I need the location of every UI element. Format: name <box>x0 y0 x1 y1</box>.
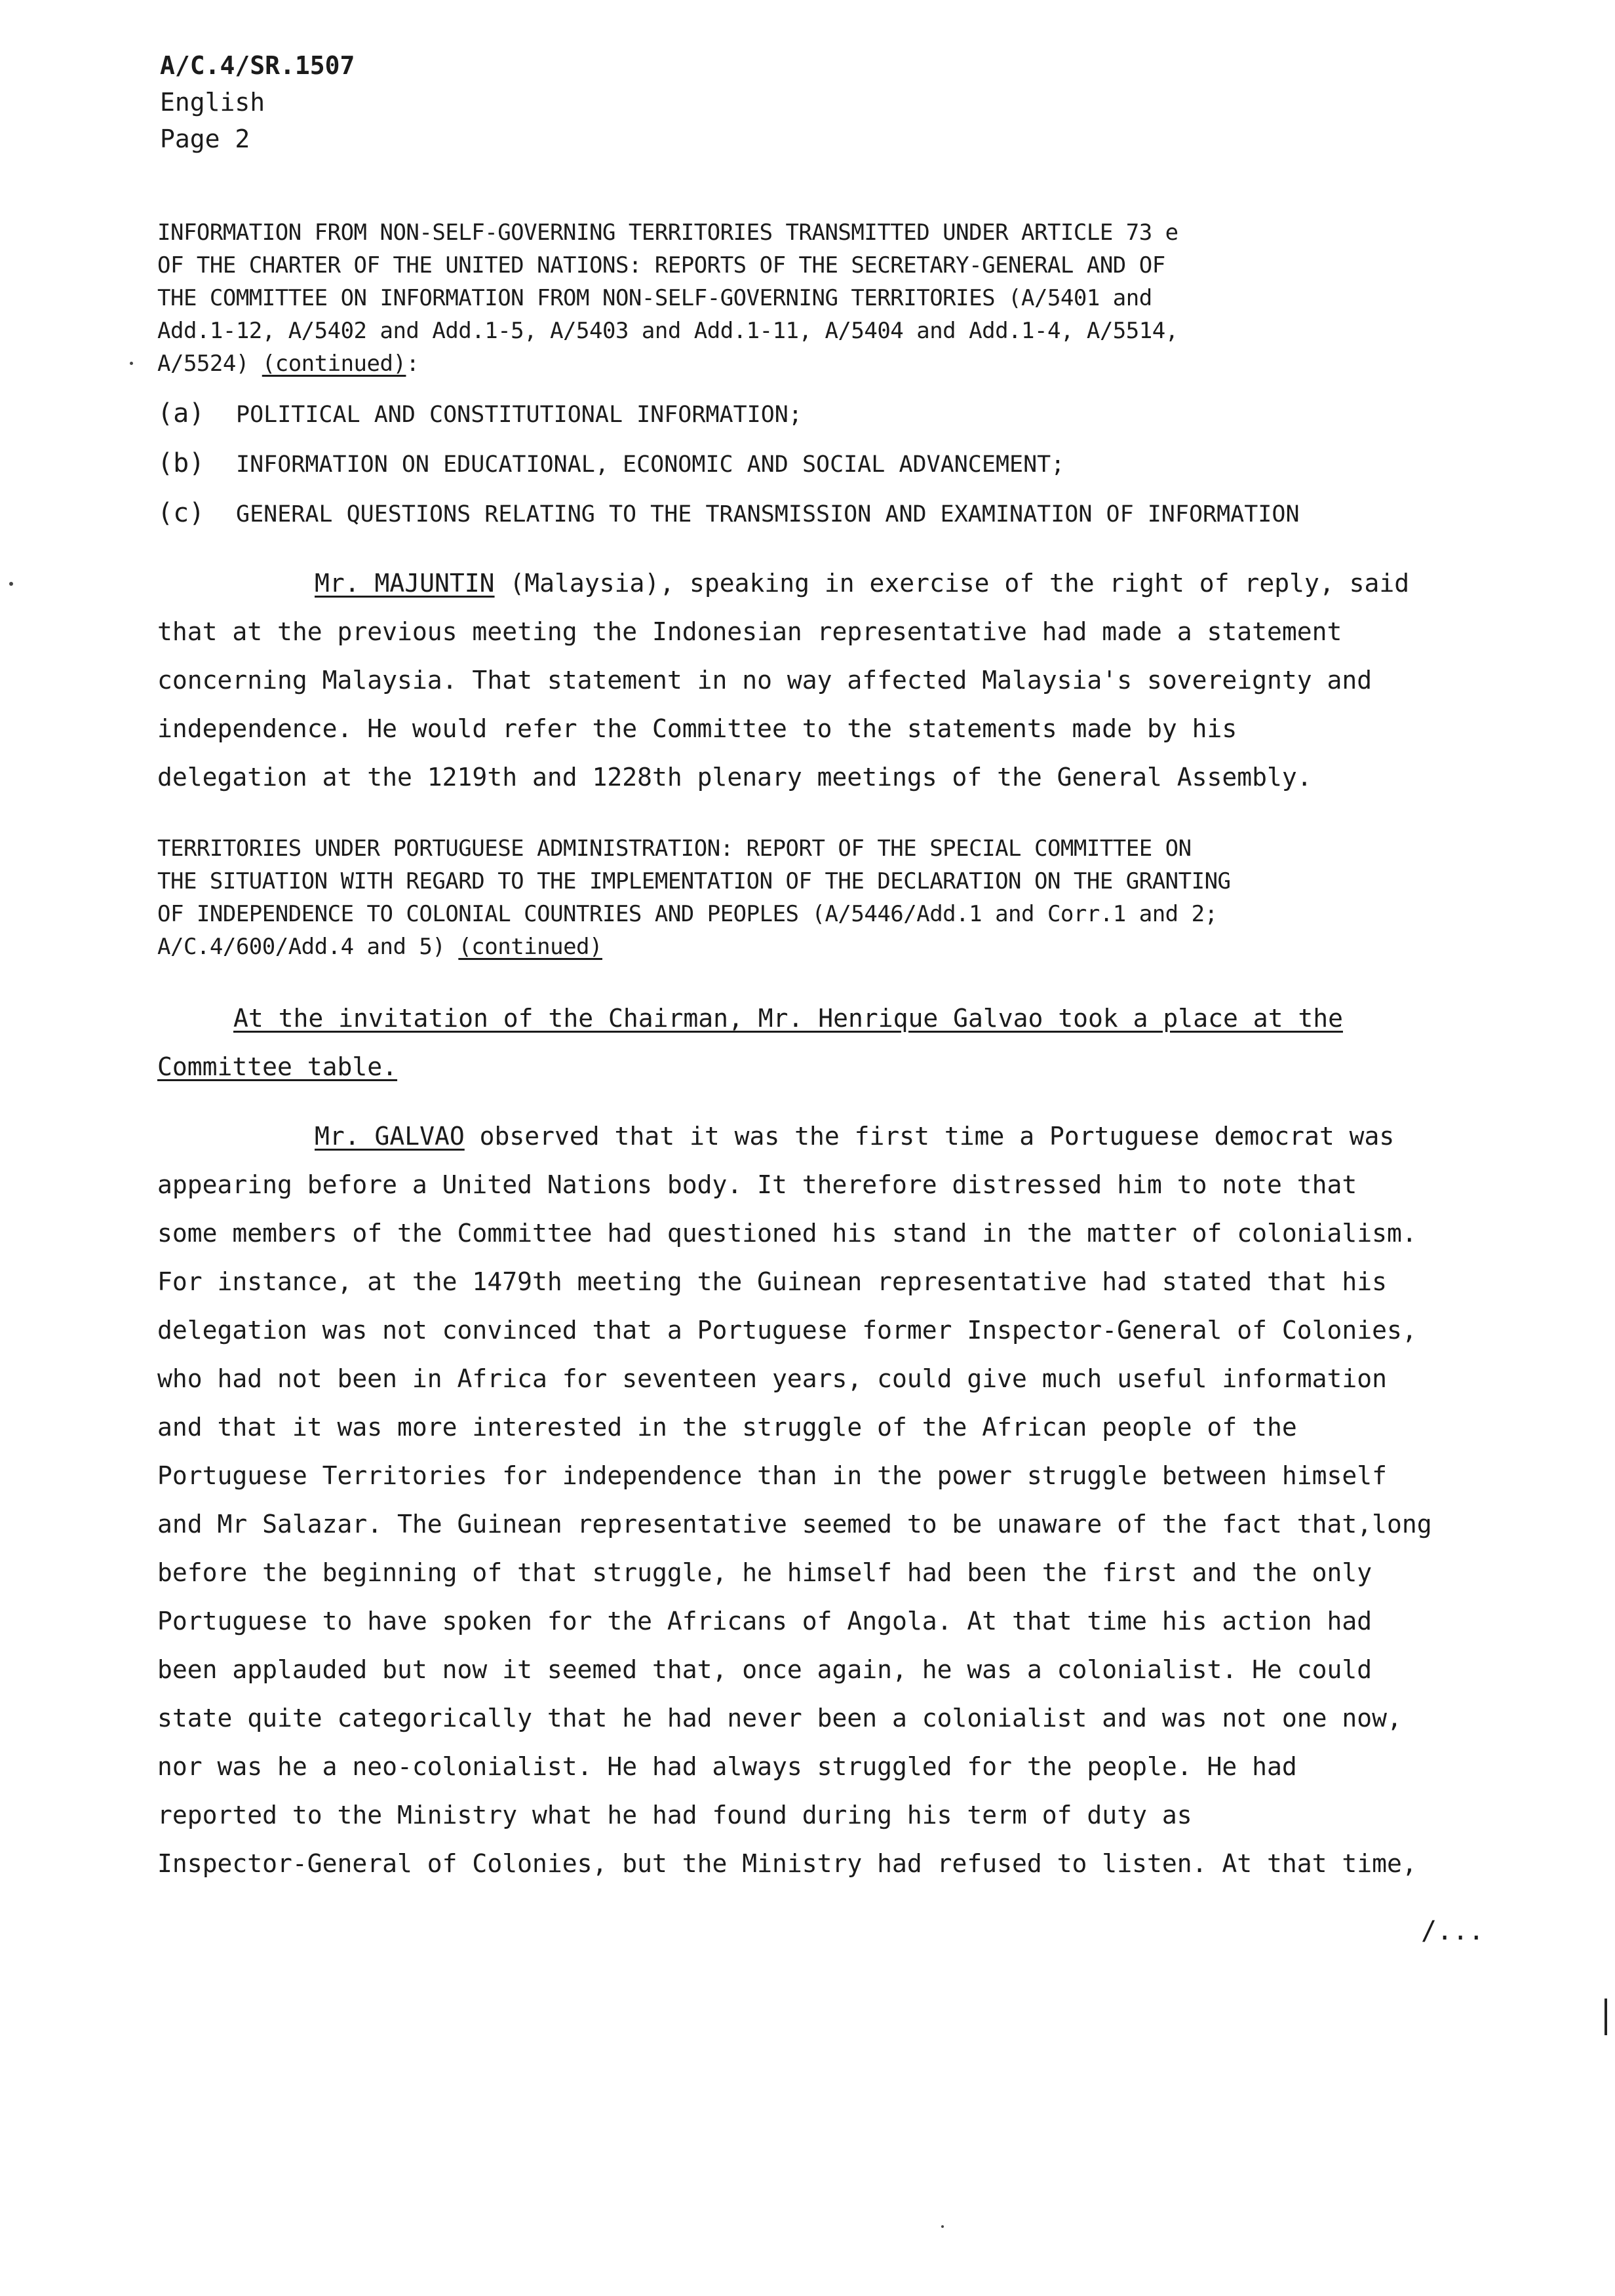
invitation-line: At the invitation of the Chairman, Mr. Henrique Galvao took a place at the <box>233 1004 1343 1033</box>
scan-speck <box>9 582 13 586</box>
paragraph-line: Inspector-General of Colonies, but the Ministry had refused to listen. At that time, <box>157 1849 1417 1878</box>
paragraph-line: Portuguese to have spoken for the Africans of Angola. At that time his action had <box>157 1607 1372 1636</box>
paragraph-line: who had not been in Africa for seventeen years, could give much useful information <box>157 1364 1387 1393</box>
paragraph-text: observed that it was the first time a Portuguese democrat was <box>464 1122 1395 1151</box>
sub-item-letter: (a) <box>157 398 205 429</box>
sub-item-letter: (c) <box>157 498 205 528</box>
paragraph-line: that at the previous meeting the Indonesian representative had made a statement <box>157 617 1342 646</box>
scan-speck <box>130 362 133 365</box>
sub-item-a <box>157 397 802 431</box>
paragraph-line <box>315 565 1409 602</box>
paragraph-line: concerning Malaysia. That statement in no way affected Malaysia's sovereignty and <box>157 666 1372 695</box>
sub-item-c <box>157 497 1300 531</box>
paragraph-line: and Mr Salazar. The Guinean representative seemed to be unaware of the fact that,long <box>157 1510 1432 1539</box>
heading-line: THE COMMITTEE ON INFORMATION FROM NON-SELF-GOVERNING TERRITORIES (A/5401 and <box>157 285 1152 311</box>
heading-text: : <box>406 351 419 377</box>
heading-line: Add.1-12, A/5402 and Add.1-5, A/5403 and Add.1-11, A/5404 and Add.1-4, A/5514, <box>157 318 1178 344</box>
heading-line <box>157 930 1231 963</box>
agenda-item-heading <box>157 832 1231 963</box>
document-language: English <box>160 88 265 117</box>
paragraph-line: state quite categorically that he had never been a colonialist and was not one now, <box>157 1704 1402 1732</box>
scan-speck <box>941 2225 944 2228</box>
paragraph-line: Portuguese Territories for independence than in the power struggle between himself <box>157 1461 1387 1490</box>
heading-line: OF INDEPENDENCE TO COLONIAL COUNTRIES AND PEOPLES (A/5446/Add.1 and Corr.1 and 2; <box>157 901 1218 927</box>
heading-line: OF THE CHARTER OF THE UNITED NATIONS: REPORTS OF THE SECRETARY-GENERAL AND OF <box>157 252 1165 278</box>
sub-item-b <box>157 447 1064 481</box>
paragraph-line: and that it was more interested in the struggle of the African people of the <box>157 1413 1297 1442</box>
page-number: Page 2 <box>160 124 250 153</box>
heading-line: TERRITORIES UNDER PORTUGUESE ADMINISTRATION: REPORT OF THE SPECIAL COMMITTEE ON <box>157 835 1192 862</box>
paragraph-line: reported to the Ministry what he had found during his term of duty as <box>157 1801 1192 1829</box>
invitation-line: Committee table. <box>157 1052 398 1081</box>
paragraph-line: delegation was not convinced that a Portuguese former Inspector-General of Colonies, <box>157 1316 1417 1345</box>
paragraph-line: nor was he a neo-colonialist. He had always struggled for the people. He had <box>157 1752 1297 1781</box>
heading-line <box>157 347 1178 380</box>
paragraph-line: some members of the Committee had questioned his stand in the matter of colonialism. <box>157 1219 1417 1248</box>
continued-marker: (continued) <box>458 934 602 960</box>
paragraph-line: before the beginning of that struggle, he himself had been the first and the only <box>157 1558 1372 1587</box>
continued-marker: (continued) <box>262 351 406 377</box>
heading-line: THE SITUATION WITH REGARD TO THE IMPLEMENTATION OF THE DECLARATION ON THE GRANTING <box>157 868 1231 894</box>
agenda-item-heading <box>157 216 1178 380</box>
scan-edge-mark <box>1605 1999 1607 2035</box>
paragraph-line: For instance, at the 1479th meeting the Guinean representative had stated that his <box>157 1267 1387 1296</box>
document-symbol: A/C.4/SR.1507 <box>160 51 355 80</box>
speaker-name: Mr. GALVAO <box>315 1122 465 1151</box>
document-header <box>160 47 355 157</box>
heading-text: A/5524) <box>157 351 262 377</box>
sub-item-text: INFORMATION ON EDUCATIONAL, ECONOMIC AND SOCIAL ADVANCEMENT; <box>236 451 1065 478</box>
paragraph-line: appearing before a United Nations body. It therefore distressed him to note that <box>157 1170 1357 1199</box>
speaker-name: Mr. MAJUNTIN <box>315 569 495 598</box>
paragraph-line: delegation at the 1219th and 1228th plenary meetings of the General Assembly. <box>157 763 1312 792</box>
paragraph-line <box>315 1118 1394 1155</box>
paragraph-text: (Malaysia), speaking in exercise of the right of reply, said <box>494 569 1410 598</box>
paragraph-line: independence. He would refer the Committee to the statements made by his <box>157 714 1237 743</box>
heading-line: INFORMATION FROM NON-SELF-GOVERNING TERRITORIES TRANSMITTED UNDER ARTICLE 73 e <box>157 220 1178 246</box>
paragraph-line: been applauded but now it seemed that, once again, he was a colonialist. He could <box>157 1655 1372 1684</box>
continuation-marker: /... <box>1421 1916 1485 1946</box>
sub-item-text: GENERAL QUESTIONS RELATING TO THE TRANSMISSION AND EXAMINATION OF INFORMATION <box>236 501 1300 527</box>
heading-text: A/C.4/600/Add.4 and 5) <box>157 934 459 960</box>
sub-item-letter: (b) <box>157 448 205 478</box>
sub-item-text: POLITICAL AND CONSTITUTIONAL INFORMATION; <box>236 402 802 428</box>
